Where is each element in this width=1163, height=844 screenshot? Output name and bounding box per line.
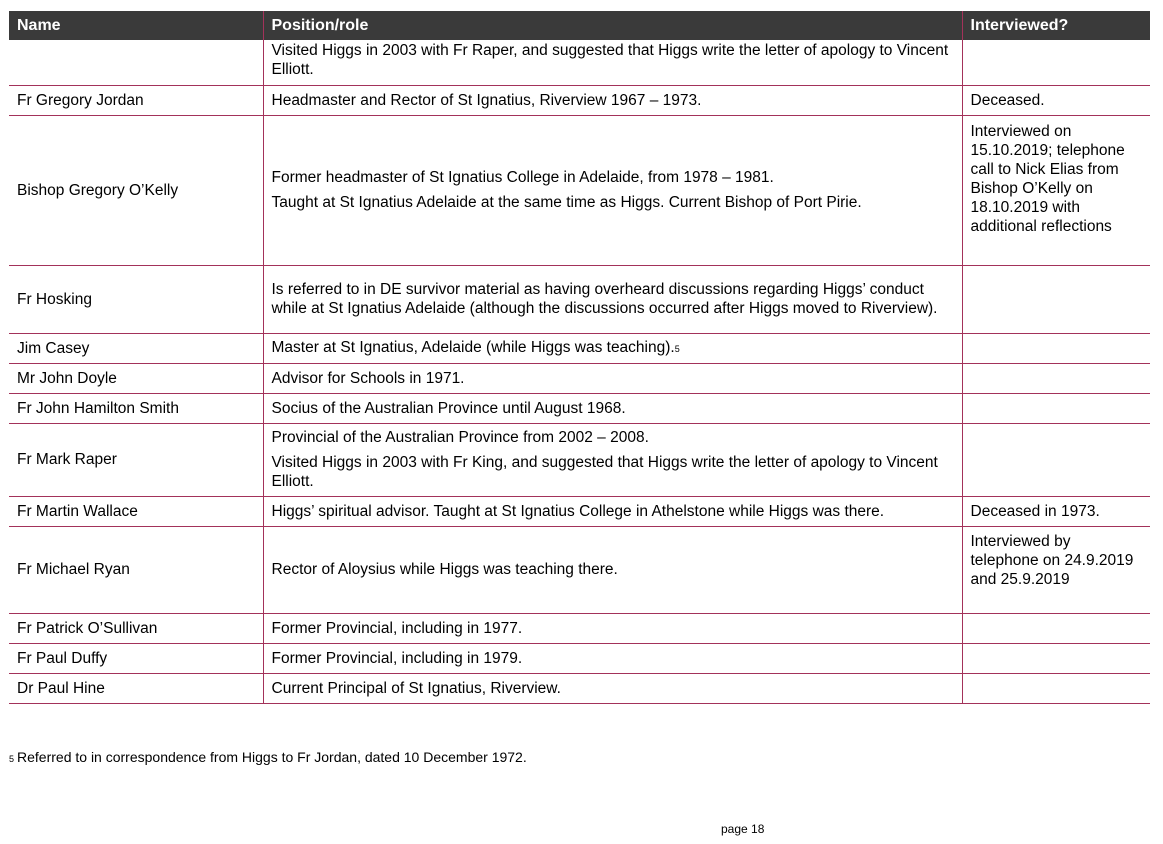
header-name: Name: [9, 11, 263, 40]
page-number: page 18: [721, 822, 765, 836]
cell-name: Mr John Doyle: [9, 363, 263, 393]
cell-interviewed: [962, 363, 1150, 393]
footnote: [9, 749, 527, 765]
header-interviewed: Interviewed?: [962, 11, 1150, 40]
table-row: [9, 643, 1150, 673]
cell-role: Current Principal of St Ignatius, Riverview.: [263, 673, 962, 703]
table-row: [9, 333, 1150, 363]
footnote-marker: 5: [9, 754, 15, 764]
table-row: [9, 496, 1150, 526]
cell-role: Provincial of the Australian Province from 2002 – 2008. Visited Higgs in 2003 with Fr King, and suggested that Higgs write the letter of apology to Vincent Elliott.: [263, 423, 962, 496]
table-row: [9, 423, 1150, 496]
table-row: [9, 673, 1150, 703]
cell-role: Former Provincial, including in 1979.: [263, 643, 962, 673]
cell-role: Former headmaster of St Ignatius College in Adelaide, from 1978 – 1981. Taught at St Ignatius Adelaide at the same time as Higgs. Current Bishop of Port Pirie.: [263, 115, 962, 265]
cell-interviewed: Interviewed on 15.10.2019; telephone call to Nick Elias from Bishop O’Kelly on 18.10.2019 with additional reflections: [962, 115, 1150, 265]
footnote-text: Referred to in correspondence from Higgs to Fr Jordan, dated 10 December 1972.: [17, 749, 527, 765]
cell-name: Fr Michael Ryan: [9, 526, 263, 613]
header-position-role: Position/role: [263, 11, 962, 40]
cell-name: Fr John Hamilton Smith: [9, 393, 263, 423]
cell-interviewed: [962, 673, 1150, 703]
table-row: [9, 613, 1150, 643]
cell-name: Fr Patrick O’Sullivan: [9, 613, 263, 643]
cell-interviewed: Interviewed by telephone on 24.9.2019 and 25.9.2019: [962, 526, 1150, 613]
table-row: [9, 115, 1150, 265]
cell-role: Higgs’ spiritual advisor. Taught at St Ignatius College in Athelstone while Higgs was there.: [263, 496, 962, 526]
cell-role: Master at St Ignatius, Adelaide (while Higgs was teaching).5: [263, 333, 962, 363]
cell-interviewed: [962, 393, 1150, 423]
table-row: [9, 265, 1150, 333]
cell-role: Headmaster and Rector of St Ignatius, Riverview 1967 – 1973.: [263, 85, 962, 115]
table-row: [9, 393, 1150, 423]
cell-name: Bishop Gregory O’Kelly: [9, 115, 263, 265]
cell-role: Rector of Aloysius while Higgs was teaching there.: [263, 526, 962, 613]
cell-role: Socius of the Australian Province until August 1968.: [263, 393, 962, 423]
table-row: [9, 85, 1150, 115]
people-table: [9, 11, 1150, 704]
cell-role: Advisor for Schools in 1971.: [263, 363, 962, 393]
cell-name: Fr Hosking: [9, 265, 263, 333]
cell-role: Former Provincial, including in 1977.: [263, 613, 962, 643]
cell-interviewed: [962, 423, 1150, 496]
cell-interviewed: [962, 265, 1150, 333]
cell-role: Is referred to in DE survivor material as having overheard discussions regarding Higgs’ conduct while at St Ignatius Adelaide (although the discussions occurred after Higgs moved to Riverview).: [263, 265, 962, 333]
cell-name: Jim Casey: [9, 333, 263, 363]
table-row: [9, 363, 1150, 393]
cell-interviewed: [962, 613, 1150, 643]
cell-interviewed: [962, 40, 1150, 85]
table-row: [9, 40, 1150, 85]
table-row: [9, 526, 1150, 613]
footnote-ref[interactable]: 5: [674, 343, 680, 354]
cell-name: Fr Paul Duffy: [9, 643, 263, 673]
cell-name: Fr Martin Wallace: [9, 496, 263, 526]
cell-name: Fr Mark Raper: [9, 423, 263, 496]
cell-name: [9, 40, 263, 85]
cell-interviewed: [962, 333, 1150, 363]
cell-interviewed: Deceased.: [962, 85, 1150, 115]
cell-role: Visited Higgs in 2003 with Fr Raper, and suggested that Higgs write the letter of apology to Vincent Elliott.: [263, 40, 962, 85]
table-header-row: [9, 11, 1150, 40]
cell-name: Dr Paul Hine: [9, 673, 263, 703]
cell-interviewed: Deceased in 1973.: [962, 496, 1150, 526]
cell-interviewed: [962, 643, 1150, 673]
cell-name: Fr Gregory Jordan: [9, 85, 263, 115]
